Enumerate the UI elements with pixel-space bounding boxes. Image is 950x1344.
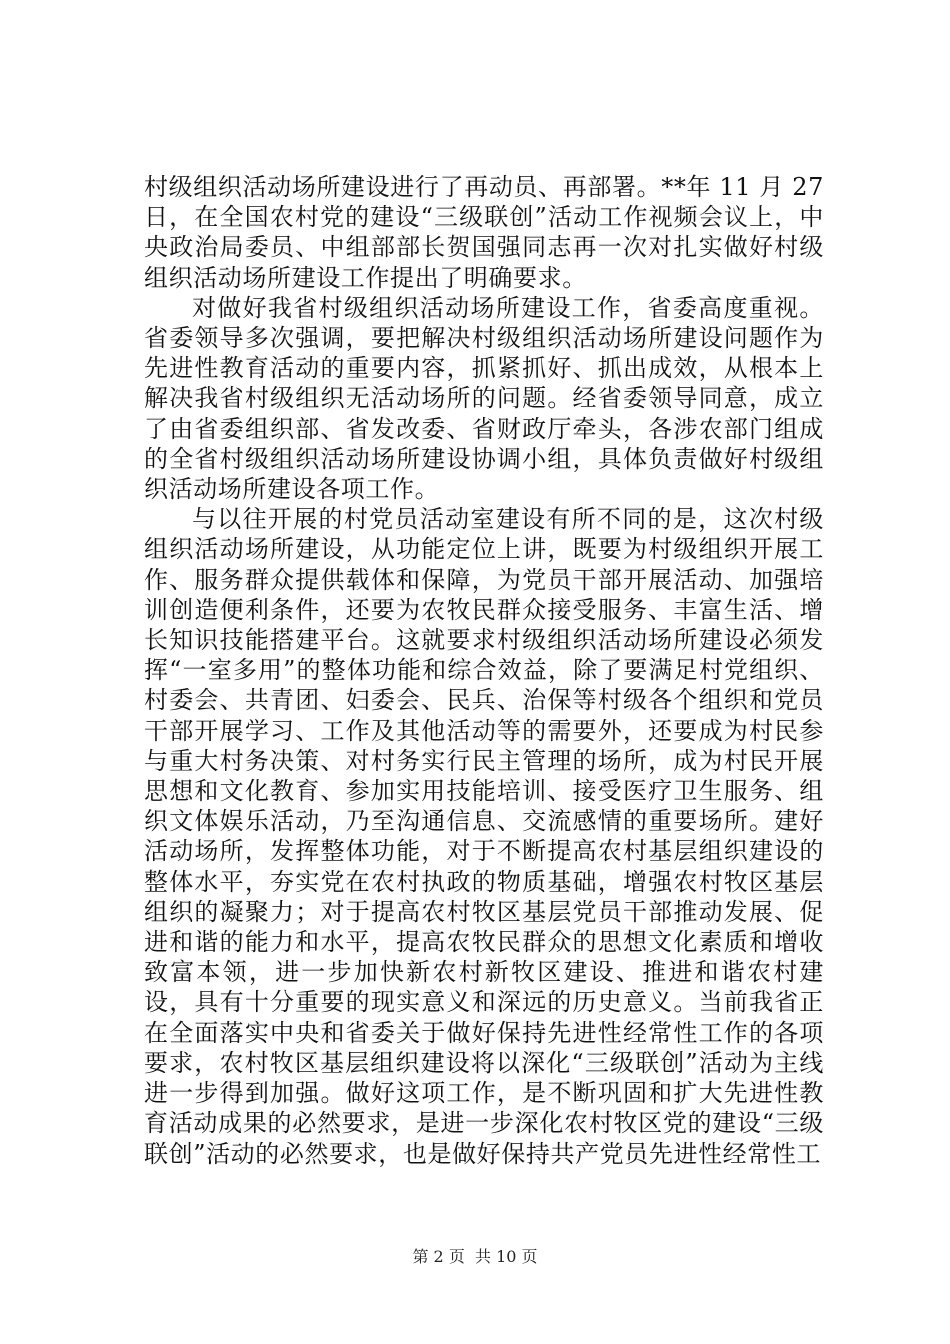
paragraph-1: 村级组织活动场所建设进行了再动员、再部署。**年 11 月 27 日，在全国农村党的建设“三级联创”活动工作视频会议上，中央政治局委员、中组部部长贺国强同志再一次对扎实做好村级组织活动场所建设工作提出了明确要求。 <box>144 173 824 292</box>
page-number-label: 第 2 页 共 10 页 <box>412 1247 538 1266</box>
document-body <box>144 172 824 1169</box>
paragraph-3: 与以往开展的村党员活动室建设有所不同的是，这次村级组织活动场所建设，从功能定位上讲，既要为村级组织开展工作、服务群众提供载体和保障，为党员干部开展活动、加强培训创造便利条件，还要为农牧民群众接受服务、丰富生活、增长知识技能搭建平台。这就要求村级组织活动场所建设必须发挥“一室多用”的整体功能和综合效益，除了要满足村党组织、村委会、共青团、妇委会、民兵、治保等村级各个组织和党员干部开展学习、工作及其他活动等的需要外，还要成为村民参与重大村务决策、对村务实行民主管理的场所，成为村民开展思想和文化教育、参加实用技能培训、接受医疗卫生服务、组织文体娱乐活动，乃至沟通信息、交流感情的重要场所。建好活动场所，发挥整体功能，对于不断提高农村基层组织建设的整体水平，夯实党在农村执政的物质基础，增强农村牧区基层组织的凝聚力；对于提高农村牧区基层党员干部推动发展、促进和谐的能力和水平，提高农牧民群众的思想文化素质和增收致富本领，进一步加快新农村新牧区建设、推进和谐农村建设，具有十分重要的现实意义和深远的历史意义。当前我省正在全面落实中央和省委关于做好保持先进性经常性工作的各项要求，农村牧区基层组织建设将以深化“三级联创”活动为主线进一步得到加强。做好这项工作，是不断巩固和扩大先进性教育活动成果的必然要求，是进一步深化农村牧区党的建设“三级联创”活动的必然要求，也是做好保持共产党员先进性经常性工 <box>144 505 824 1168</box>
page-footer <box>0 1244 950 1267</box>
paragraph-2: 对做好我省村级组织活动场所建设工作，省委高度重视。省委领导多次强调，要把解决村级组织活动场所建设问题作为先进性教育活动的重要内容，抓紧抓好、抓出成效，从根本上解决我省村级组织无活动场所的问题。经省委领导同意，成立了由省委组织部、省发改委、省财政厅牵头，各涉农部门组成的全省村级组织活动场所建设协调小组，具体负责做好村级组织活动场所建设各项工作。 <box>144 293 824 504</box>
